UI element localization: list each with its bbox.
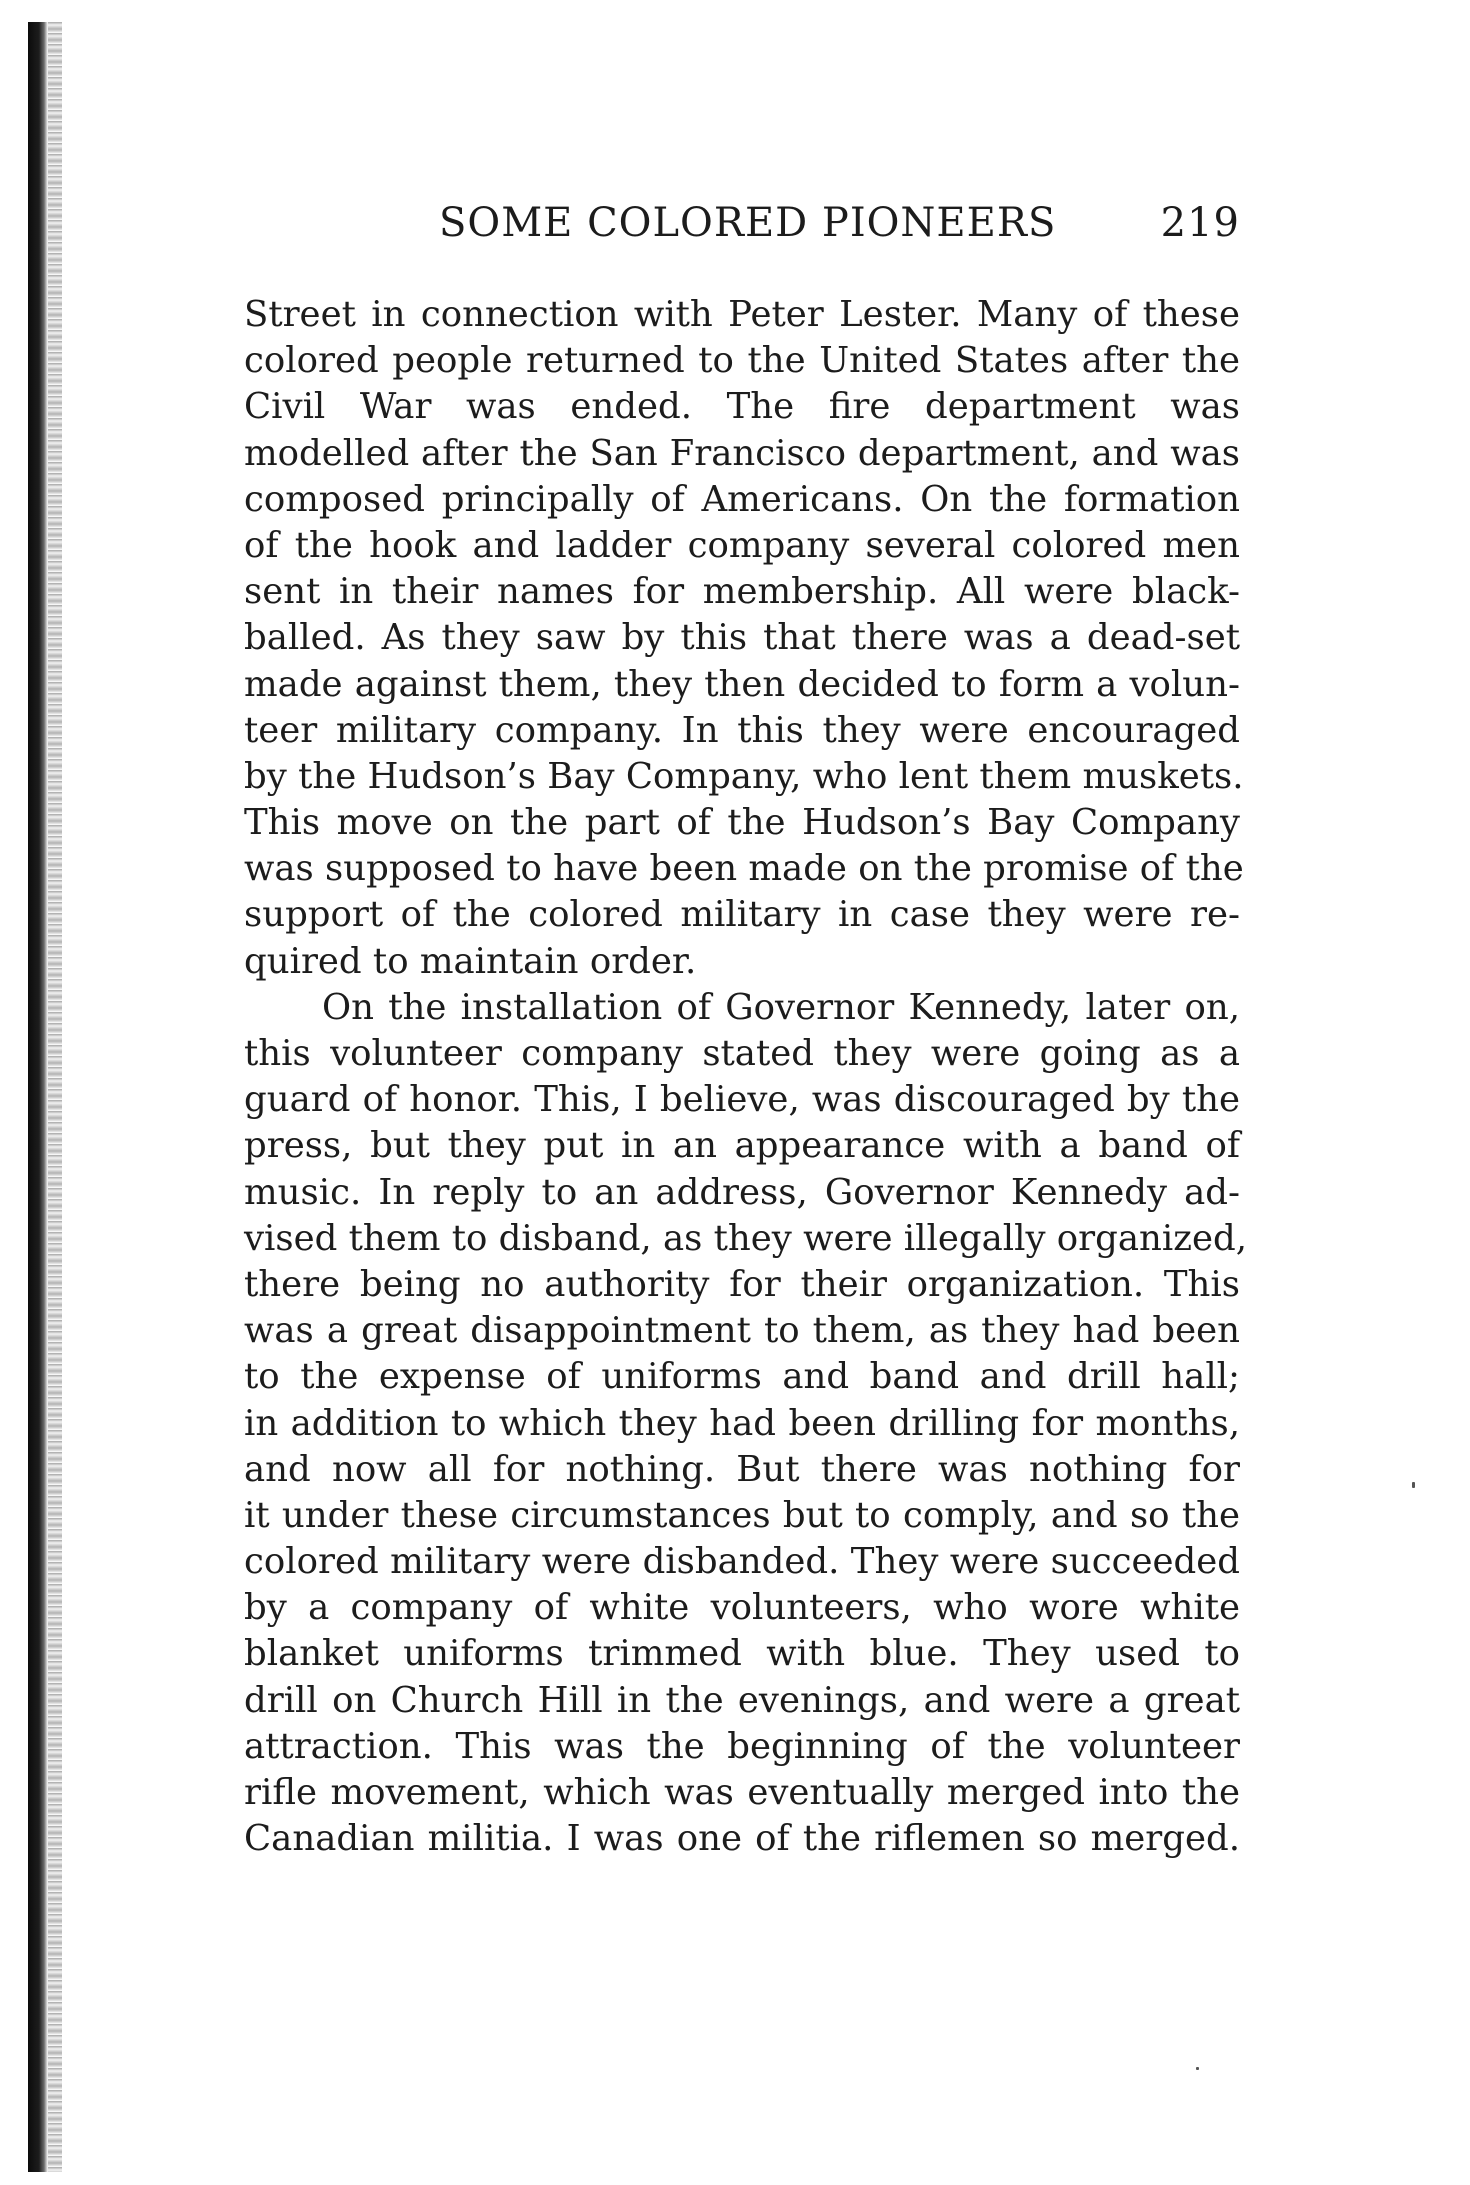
text-line: This move on the part of the Hudson’s Bay Company xyxy=(244,802,1240,844)
text-line: music. In reply to an address, Governor Kennedy ad- xyxy=(244,1171,1240,1213)
paragraph-start-line: On the installation of Governor Kennedy, later on, xyxy=(322,986,1240,1028)
text-line: by a company of white volunteers, who wore white xyxy=(244,1587,1240,1629)
text-line: this volunteer company stated they were going as a xyxy=(244,1033,1240,1074)
text-line: support of the colored military in case they were re- xyxy=(244,894,1240,936)
text-line: and now all for nothing. But there was nothing for xyxy=(244,1448,1240,1490)
ink-speck xyxy=(1412,1482,1415,1488)
book-spine-edge xyxy=(48,22,62,2172)
text-line: press, but they put in an appearance with a band of xyxy=(244,1125,1240,1167)
text-line: Street in connection with Peter Lester. Many of these xyxy=(244,294,1240,335)
text-line: was supposed to have been made on the promise of the xyxy=(244,848,1244,890)
text-line: colored military were disbanded. They were succeeded xyxy=(244,1541,1240,1583)
book-spine-shadow xyxy=(28,22,48,2172)
text-line: Canadian militia. I was one of the riflemen so merged. xyxy=(244,1818,1240,1860)
text-line: vised them to disband, as they were illegally organized, xyxy=(244,1217,1247,1259)
text-line: guard of honor. This, I believe, was discouraged by the xyxy=(244,1079,1240,1121)
running-title: SOME COLORED PIONEERS xyxy=(439,200,1057,246)
text-line: attraction. This was the beginning of the volunteer xyxy=(244,1725,1240,1767)
text-line: drill on Church Hill in the evenings, and were a great xyxy=(244,1679,1240,1721)
text-line: colored people returned to the United States after the xyxy=(244,340,1240,382)
text-line: Civil War was ended. The fire department was xyxy=(244,386,1240,428)
running-head xyxy=(244,200,1240,260)
text-line: composed principally of Americans. On the formation xyxy=(244,478,1240,520)
text-line: was a great disappointment to them, as they had been xyxy=(244,1310,1240,1352)
body-text xyxy=(244,292,1247,1862)
text-line: blanket uniforms trimmed with blue. They used to xyxy=(244,1633,1240,1675)
text-line: of the hook and ladder company several colored men xyxy=(244,524,1240,566)
text-line: teer military company. In this they were encouraged xyxy=(244,709,1240,751)
text-line: by the Hudson’s Bay Company, who lent them muskets. xyxy=(244,755,1244,797)
text-line: modelled after the San Francisco department, and was xyxy=(244,432,1240,474)
text-line: there being no authority for their organization. This xyxy=(244,1263,1240,1305)
ink-speck xyxy=(1196,2067,1199,2070)
text-line: in addition to which they had been drilling for months, xyxy=(244,1402,1240,1444)
text-line: made against them, they then decided to form a volun- xyxy=(244,663,1240,705)
paragraph-end-line: quired to maintain order. xyxy=(244,940,697,982)
text-line: balled. As they saw by this that there was a dead-set xyxy=(244,617,1240,659)
text-line: rifle movement, which was eventually merged into the xyxy=(244,1772,1240,1813)
page-number: 219 xyxy=(1160,200,1240,246)
text-line: to the expense of uniforms and band and drill hall; xyxy=(244,1356,1240,1398)
text-line: sent in their names for membership. All were black- xyxy=(244,571,1240,613)
text-line: it under these circumstances but to comply, and so the xyxy=(244,1494,1240,1536)
